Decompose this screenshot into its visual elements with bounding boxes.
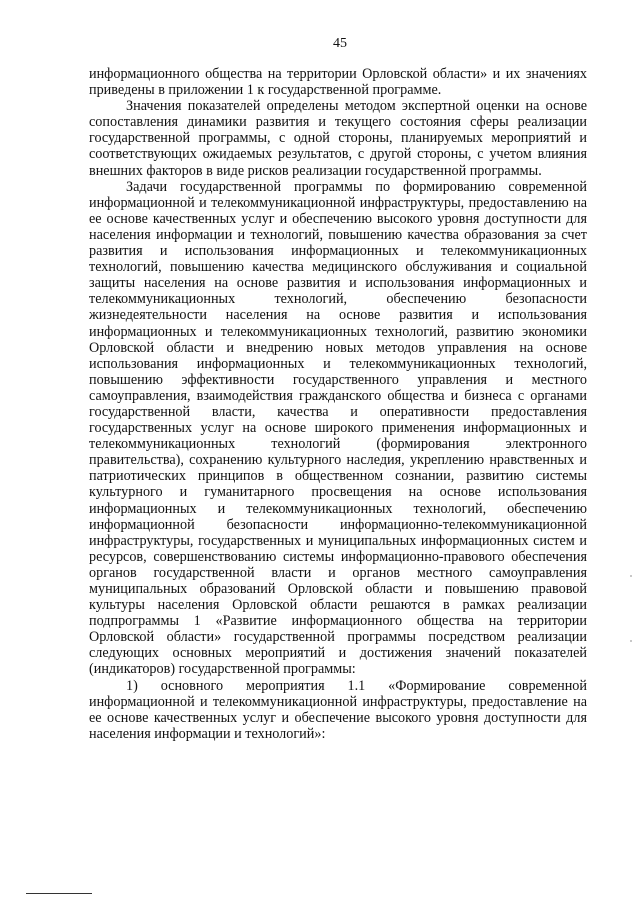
paragraph-main-activity-1-1: 1) основного мероприятия 1.1 «Формирование современной информационной и телекоммуникационной инфраструктуры, предоставление на ее основе качественных услуг и обеспечение высокого уровня доступности для населения информации и технологий»: (89, 677, 587, 742)
page-number: 45 (333, 36, 347, 51)
paragraph-indicator-values: Значения показателей определены методом экспертной оценки на основе сопоставления динамики развития и текущего состояния сферы реализации государственной программы, с одной стороны, планируемых мероприятий и соответствующих ожидаемых результатов, с другой стороны, с учетом влияния внешних факторов в виде рисков реализации государственной программы. (89, 98, 587, 179)
scan-artifact (630, 575, 632, 577)
document-body (89, 66, 587, 742)
paragraph-program-tasks: Задачи государственной программы по формированию современной информационной и телекоммуникационной инфраструктуры, предоставлению на ее основе качественных услуг и обеспечению высокого уровня доступности для населения информации и технологий, повышению качества образования за счет развития и использования информационных и телекоммуникационных технологий, повышению качества медицинского обслуживания и социальной защиты населения на основе развития и использования информационных и телекоммуникационных технологий, обеспечению безопасности жизнедеятельности населения на основе развития и использования информационных и телекоммуникационных технологий, развитию экономики Орловской области и внедрению новых методов управления на основе использования информационных и телекоммуникационных технологий, повышению эффективности государственного управления и местного самоуправления, взаимодействия гражданского общества и бизнеса с органами государственной власти, качества и оперативности предоставления государственных услуг на основе широкого применения информационных и телекоммуникационных технологий (формирования электронного правительства), сохранению культурного наследия, укреплению нравственных и патриотических принципов в общественном сознании, развитию системы культурного и гуманитарного просвещения на основе использования информационных и телекоммуникационных технологий, обеспечению информационной безопасности информационно-телекоммуникационной инфраструктуры, государственных и муниципальных информационных систем и ресурсов, совершенствованию системы информационно-правового обеспечения органов государственной власти и органов местного самоуправления муниципальных образований Орловской области и повышению правовой культуры населения Орловской области решаются в рамках реализации подпрограммы 1 «Развитие информационного общества на территории Орловской области» государственной программы посредством реализации следующих основных мероприятий и достижения значений показателей (индикаторов) государственной программы: (89, 178, 587, 678)
footnote-separator-line (26, 893, 92, 894)
paragraph-continuation: информационного общества на территории Орловской области» и их значениях приведены в приложении 1 к государственной программе. (89, 66, 587, 99)
scan-artifact (630, 640, 632, 642)
